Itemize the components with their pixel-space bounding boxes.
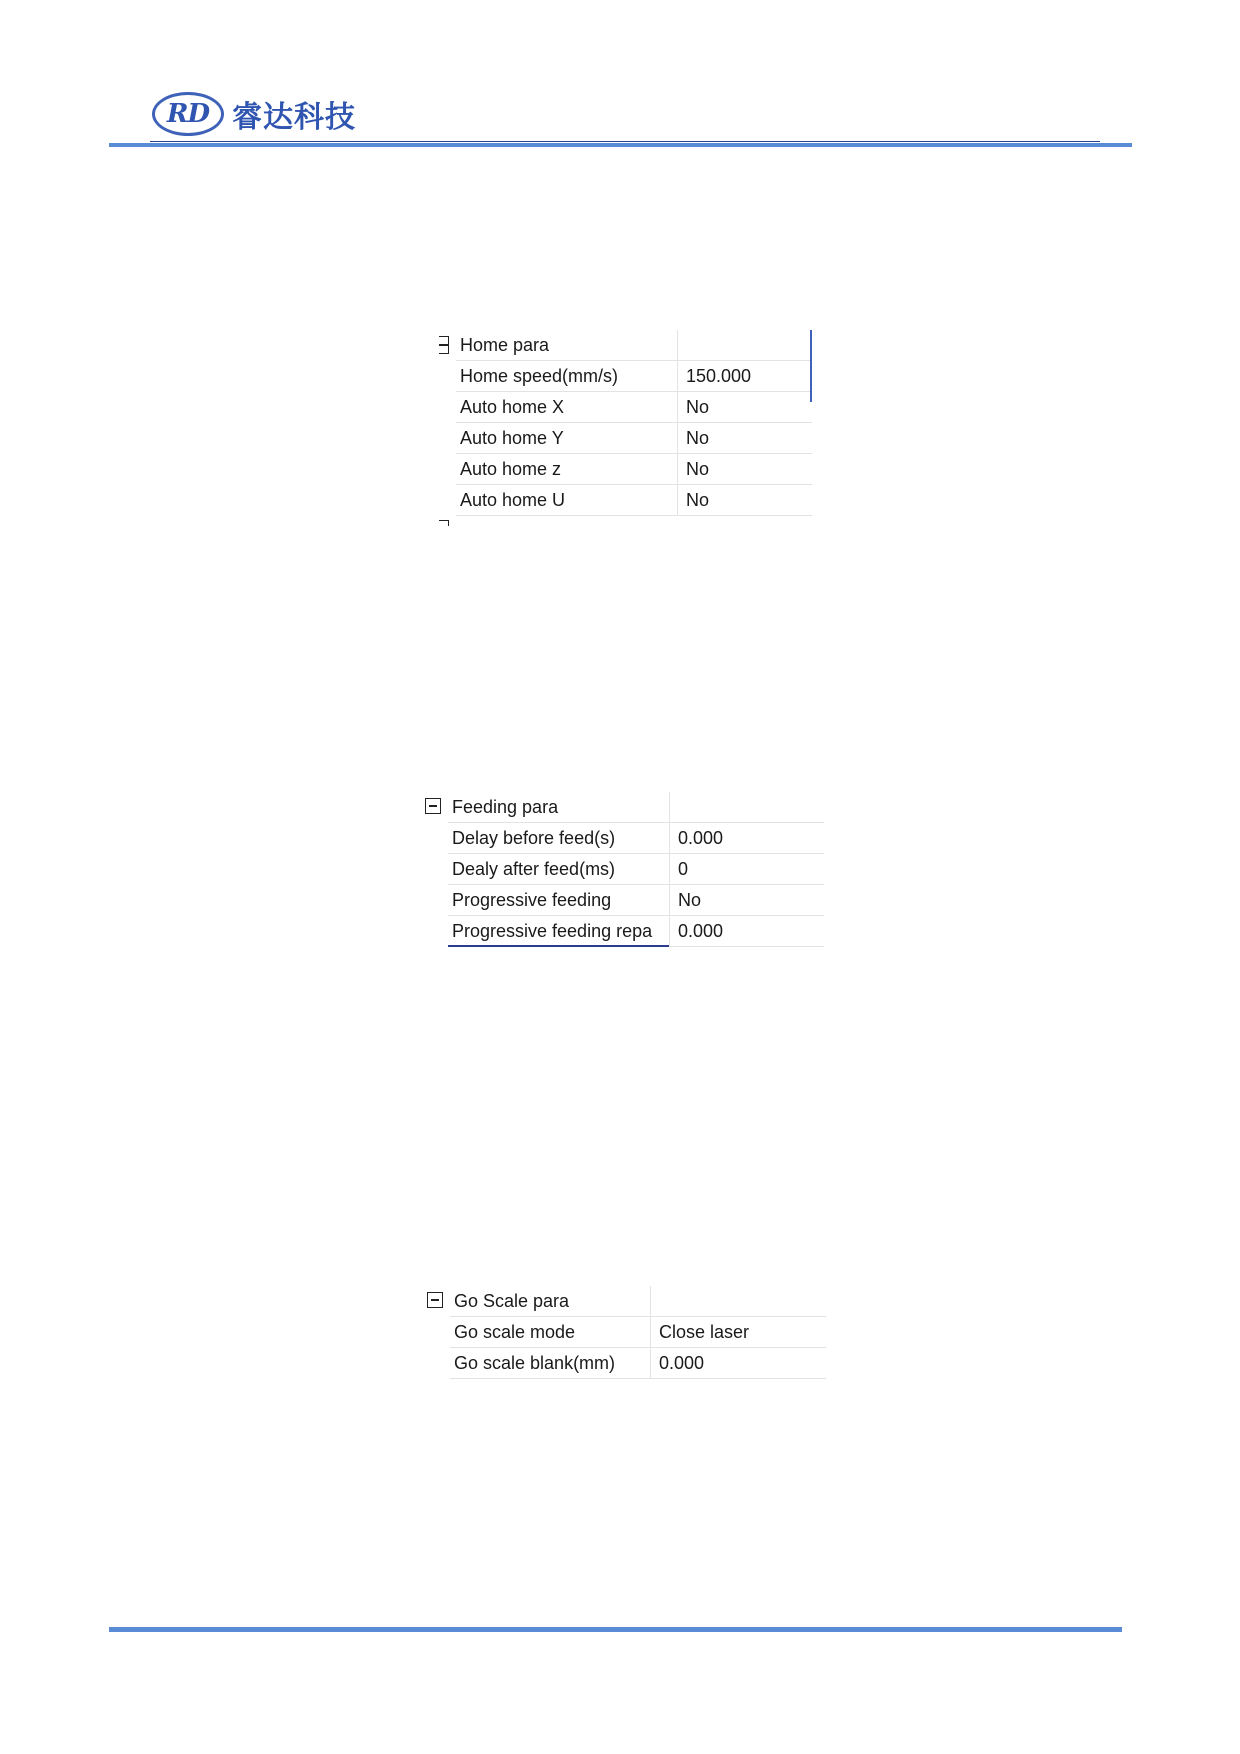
header-rule (109, 143, 1132, 147)
property-name: Auto home z (456, 454, 677, 485)
property-row[interactable] (456, 392, 812, 423)
property-row[interactable] (450, 1348, 826, 1379)
grid-gutter (436, 330, 454, 526)
company-name: 睿达科技 (232, 100, 356, 135)
property-row[interactable] (456, 423, 812, 454)
group-title-value (650, 1286, 826, 1317)
collapse-icon-next[interactable] (439, 520, 449, 526)
home-para-grid (436, 330, 812, 526)
property-name: Auto home X (456, 392, 677, 423)
property-name: Auto home U (456, 485, 677, 516)
property-name: Auto home Y (456, 423, 677, 454)
group-title-value (669, 792, 824, 823)
footer-rule (109, 1627, 1122, 1632)
property-value[interactable]: No (677, 454, 812, 485)
property-name: Progressive feeding (448, 885, 669, 916)
property-name: Go scale mode (450, 1317, 650, 1348)
group-header-go-scale-para[interactable] (450, 1286, 826, 1317)
property-name: Home speed(mm/s) (456, 361, 677, 392)
property-value[interactable]: No (677, 485, 812, 516)
group-title-value (677, 330, 812, 361)
property-value[interactable]: 0 (669, 854, 824, 885)
group-header-home-para[interactable] (456, 330, 812, 361)
property-row[interactable] (456, 485, 812, 516)
go-scale-para-grid (424, 1286, 830, 1386)
group-title: Feeding para (448, 792, 669, 823)
property-row[interactable] (448, 885, 824, 916)
property-row[interactable] (448, 854, 824, 885)
collapse-icon[interactable] (427, 1292, 443, 1308)
collapse-icon[interactable] (439, 336, 449, 354)
property-name: Progressive feeding repa (448, 916, 669, 947)
property-row[interactable] (456, 454, 812, 485)
property-value[interactable]: 0.000 (669, 916, 824, 947)
property-value[interactable]: No (669, 885, 824, 916)
group-title: Home para (456, 330, 677, 361)
collapse-icon[interactable] (425, 798, 441, 814)
property-row[interactable] (456, 361, 812, 392)
property-value[interactable]: Close laser (650, 1317, 826, 1348)
property-name: Dealy after feed(ms) (448, 854, 669, 885)
rd-logo-mark: RD (152, 92, 224, 136)
property-value[interactable]: 150.000 (677, 361, 812, 392)
property-value[interactable]: No (677, 392, 812, 423)
grid-scrollbar[interactable] (810, 330, 812, 402)
property-name: Go scale blank(mm) (450, 1348, 650, 1379)
feeding-para-grid (422, 792, 828, 952)
property-value[interactable]: 0.000 (669, 823, 824, 854)
group-title: Go Scale para (450, 1286, 650, 1317)
company-logo (152, 88, 356, 140)
group-header-feeding-para[interactable] (448, 792, 824, 823)
property-value[interactable]: 0.000 (650, 1348, 826, 1379)
property-value[interactable]: No (677, 423, 812, 454)
property-name: Delay before feed(s) (448, 823, 669, 854)
header-rule-thin (150, 141, 1100, 142)
property-row-selected[interactable] (448, 916, 824, 947)
property-row[interactable] (448, 823, 824, 854)
property-row[interactable] (450, 1317, 826, 1348)
